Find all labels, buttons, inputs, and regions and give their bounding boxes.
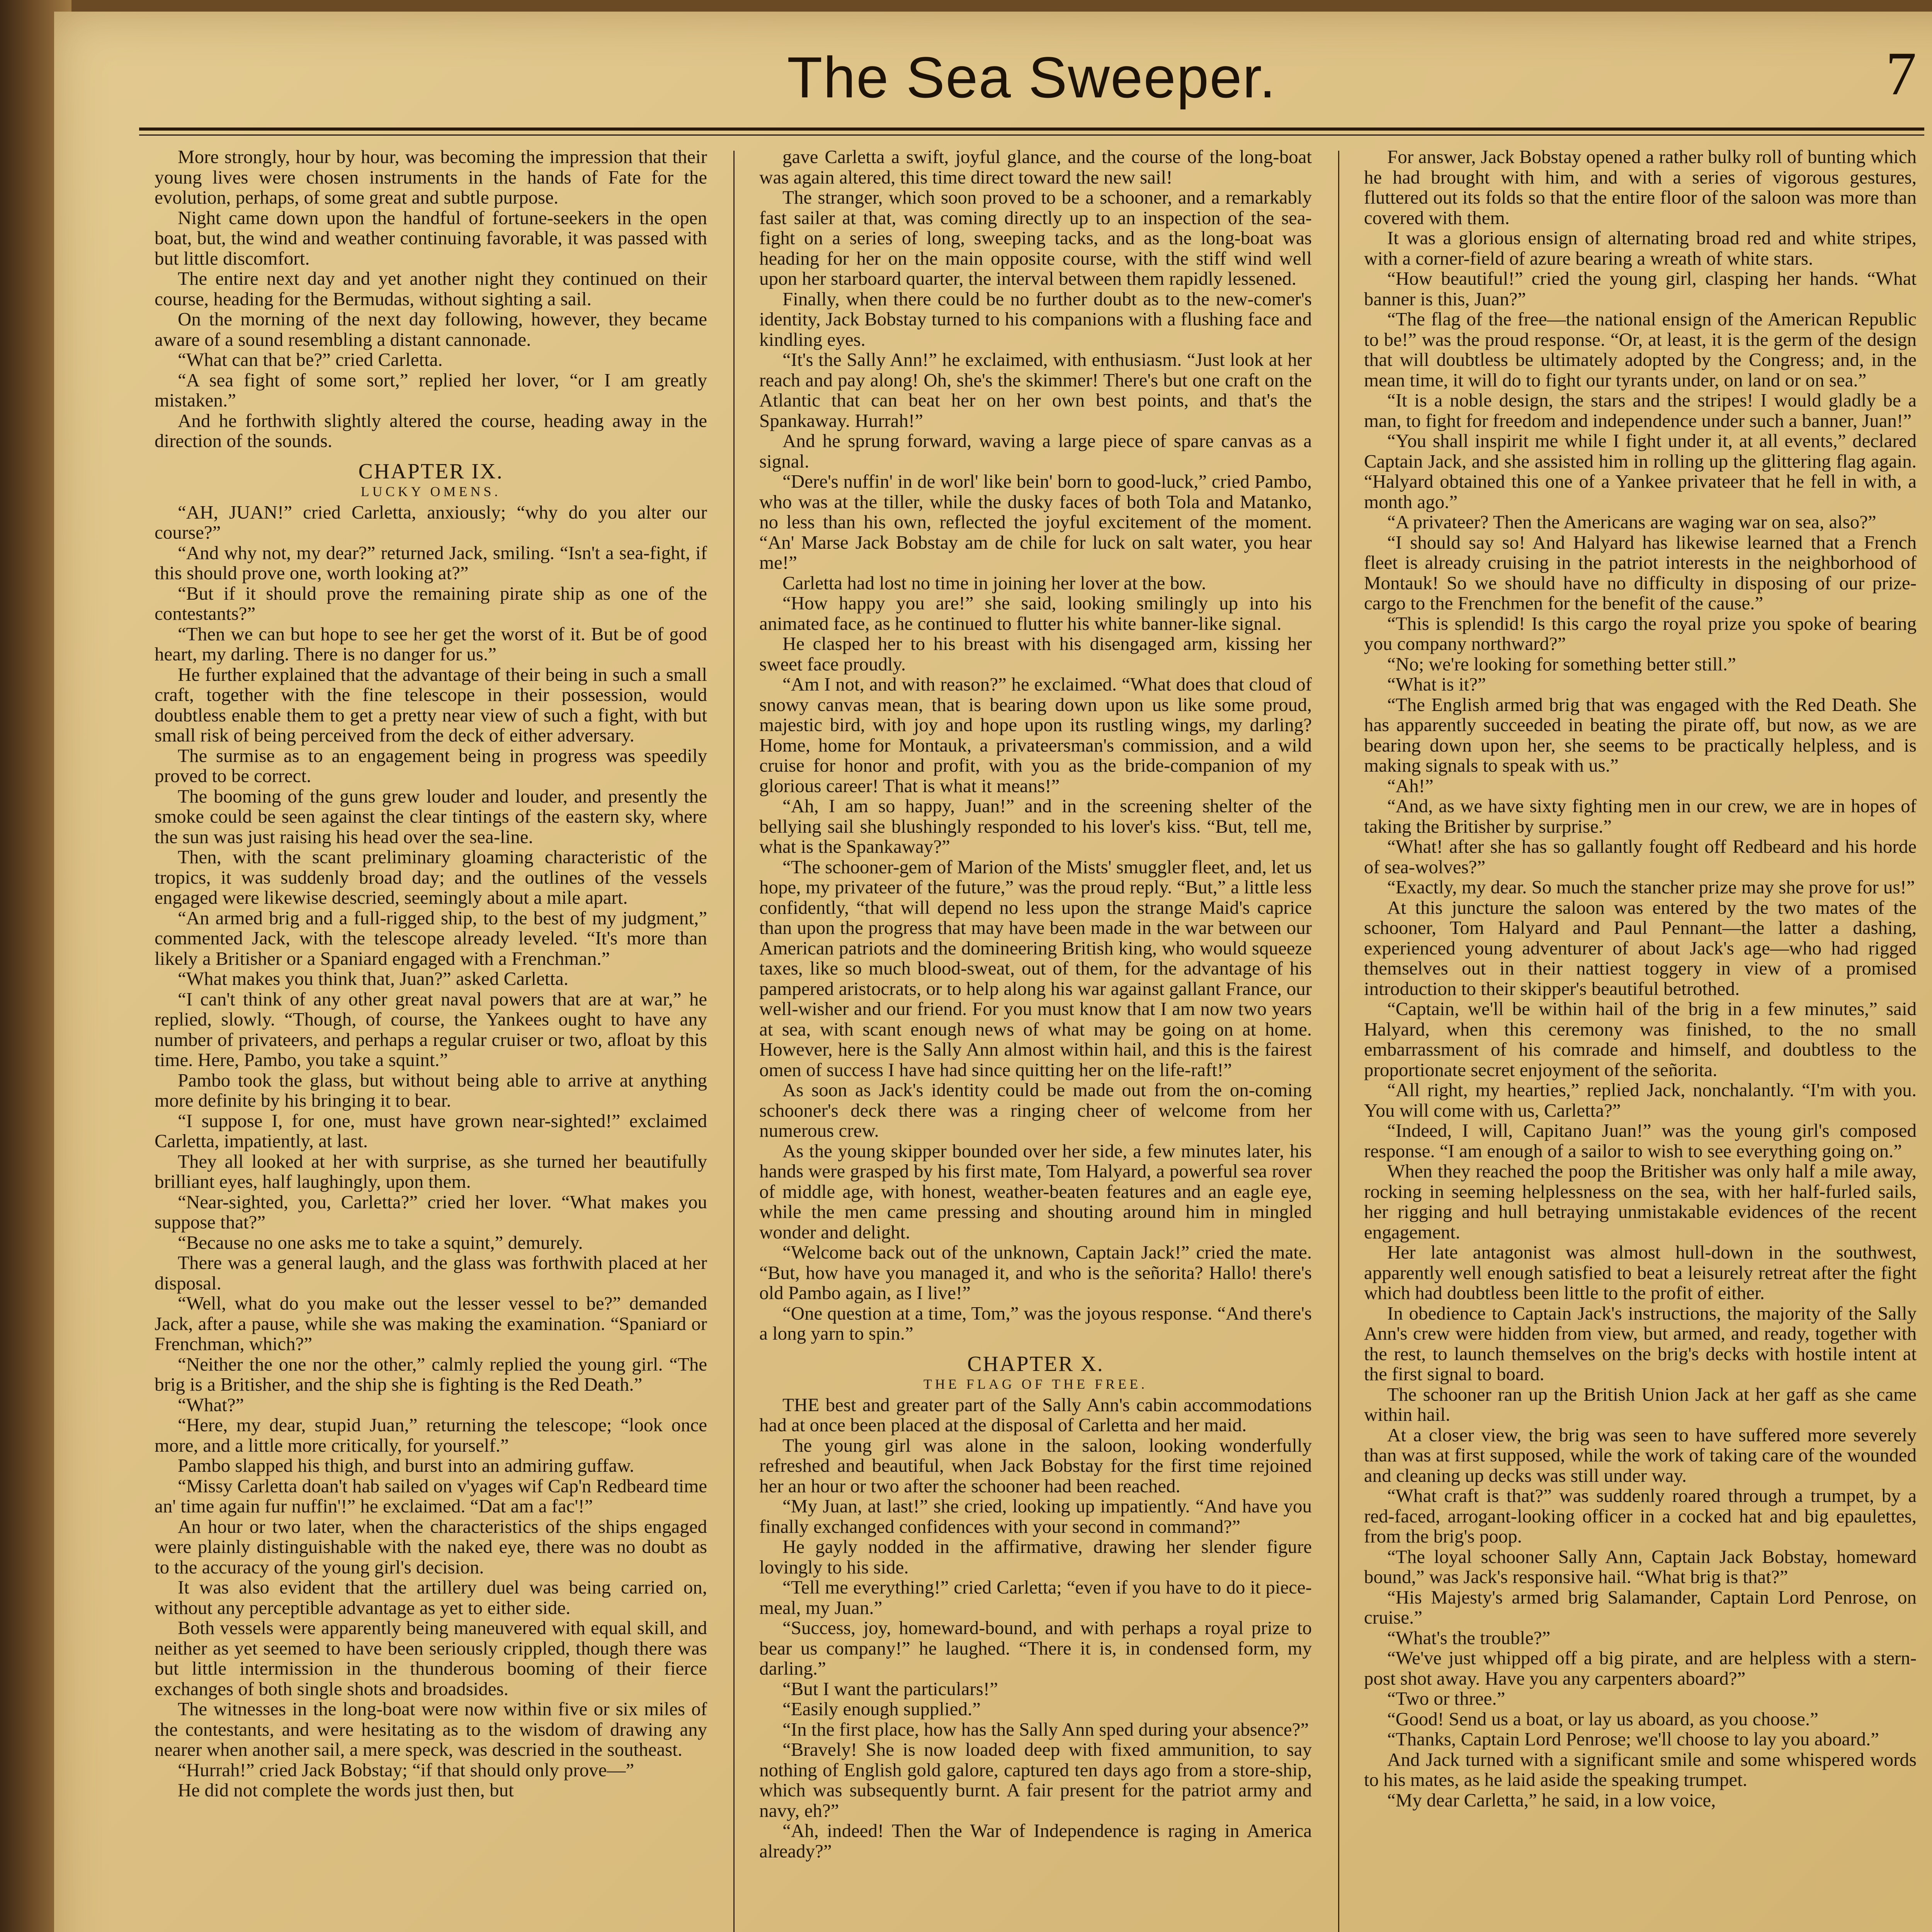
paragraph: “The loyal schooner Sally Ann, Captain Jack Bobstay, homeward bound,” was Jack's responsive hail. “What brig is that?” xyxy=(1364,1546,1917,1587)
paragraph: “Good! Send us a boat, or lay us aboard, as you choose.” xyxy=(1387,1708,1818,1730)
paragraph: “I should say so! And Halyard has likewise learned that a French fleet is already cruising in the patriot interests in the neighborhood of Montauk! So we should have no difficulty in disposing of our prize-cargo to the Frenchmen for the benefit of the cause.” xyxy=(1364,531,1917,614)
paragraph: “But I want the particulars!” xyxy=(782,1678,998,1699)
paragraph: “What can that be?” cried Carletta. xyxy=(178,349,443,370)
paragraph: “Am I not, and with reason?” he exclaimed. “What does that cloud of snowy canvas mean, that is bearing down upon us like some proud, majestic bird, with joy and hope upon its rustling wings, my darling? Home, home for Montauk, a privateersman's commission, and a wild cruise for honor and profit, with you as the bride-companion of my glorious career! That is what it means!” xyxy=(759,673,1312,796)
paragraph: “I can't think of any other great naval powers that are at war,” he replied, slowly. “Though, of course, the Yankees ought to have any number of privateers, and perhaps a regular cruiser or two, afloat by this time. Here, Pambo, you take a squint.” xyxy=(155,988,707,1070)
paragraph: And Jack turned with a significant smile and some whispered words to his mates, as he laid aside the speaking trumpet. xyxy=(1364,1748,1917,1790)
chapter-subtitle: LUCKY OMENS. xyxy=(361,483,501,499)
header-rule xyxy=(139,128,1924,136)
paragraph: “Ah, indeed! Then the War of Independence is raging in America already?” xyxy=(759,1820,1312,1862)
paragraph: An hour or two later, when the characteristics of the ships engaged were plainly distinguishable with the naked eye, there was no doubt as to the accuracy of the young girl's decision. xyxy=(155,1515,707,1578)
paragraph: “What's the trouble?” xyxy=(1387,1627,1551,1648)
paragraph: “Well, what do you make out the lesser vessel to be?” demanded Jack, after a pause, while she was making the examination. “Spaniard or Frenchman, which?” xyxy=(155,1293,707,1354)
paragraph: gave Carletta a swift, joyful glance, and the course of the long-boat was again altered, this time direct toward the new sail! xyxy=(759,147,1312,188)
paragraph: “One question at a time, Tom,” was the joyous response. “And there's a long yarn to spin.” xyxy=(759,1302,1312,1344)
paragraph: “What is it?” xyxy=(1387,673,1486,695)
paragraph: “My dear Carletta,” he said, in a low voice, xyxy=(1387,1789,1716,1811)
chapter-heading: CHAPTER X. xyxy=(967,1352,1104,1376)
paragraph: “And why not, my dear?” returned Jack, smiling. “Isn't a sea-fight, if this should prove one, worth looking at?” xyxy=(155,542,707,583)
paragraph: “His Majesty's armed brig Salamander, Captain Lord Penrose, on cruise.” xyxy=(1364,1586,1917,1628)
paragraph: “Indeed, I will, Capitano Juan!” was the young girl's composed response. “I am enough of a sailor to wish to see everything going on.” xyxy=(1364,1120,1917,1162)
paragraph: “AH, JUAN!” cried Carletta, anxiously; “why do you alter our course?” xyxy=(155,501,707,543)
paragraph: “Captain, we'll be within hail of the brig in a few minutes,” said Halyard, when this ceremony was finished, to the no small embarrassment of his comrade and himself, and doubtless to the proportionate secret enjoyment of the señorita. xyxy=(1364,998,1917,1080)
paragraph: “This is splendid! Is this cargo the royal prize you spoke of bearing you company northward?” xyxy=(1364,612,1917,654)
paragraph: “Missy Carletta doan't hab sailed on v'yages wif Cap'n Redbeard time an' time again fur nuffin'!” he exclaimed. “Dat am a fac'!” xyxy=(155,1475,707,1517)
paragraph: “I suppose I, for one, must have grown near-sighted!” exclaimed Carletta, impatiently, at last. xyxy=(155,1110,707,1151)
paragraph: He gayly nodded in the affirmative, drawing her slender figure lovingly to his side. xyxy=(759,1536,1312,1578)
paragraph: Her late antagonist was almost hull-down in the southwest, apparently well enough satisfied to beat a leisurely retreat after the fight which had doubtless been little to the profit of either. xyxy=(1364,1242,1917,1303)
chapter-heading: CHAPTER IX. xyxy=(358,459,503,483)
paragraph: Both vessels were apparently being maneuvered with equal skill, and neither as yet seemed to have been seriously crippled, though there was but little intermission in the thunderous booming of their fierce exchanges of both single shots and broadsides. xyxy=(155,1617,707,1699)
paragraph: “What?” xyxy=(178,1394,244,1415)
paragraph: They all looked at her with surprise, as she turned her beautifully brilliant eyes, half laughingly, upon them. xyxy=(155,1150,707,1192)
paragraph: The booming of the guns grew louder and louder, and presently the smoke could be seen against the clear tintings of the eastern sky, where the sun was just raising his head over the sea-line. xyxy=(155,785,707,847)
paragraph: He did not complete the words just then, but xyxy=(178,1779,514,1801)
paragraph: “A sea fight of some sort,” replied her lover, “or I am greatly mistaken.” xyxy=(155,369,707,411)
paragraph: More strongly, hour by hour, was becoming the impression that their young lives were chosen instruments in the hands of Fate for the evolution, perhaps, of some great and subtle purpose. xyxy=(155,147,707,208)
column-divider xyxy=(733,151,735,1932)
paragraph: “What makes you think that, Juan?” asked Carletta. xyxy=(178,968,568,989)
paragraph: “Exactly, my dear. So much the stancher prize may she prove for us!” xyxy=(1387,876,1915,898)
paragraph: “Ah, I am so happy, Juan!” and in the screening shelter of the bellying sail she blushingly responded to his lover's kiss. “But, tell me, what is the Spankaway?” xyxy=(759,795,1312,857)
paragraph: “What! after she has so gallantly fought off Redbeard and his horde of sea-wolves?” xyxy=(1364,836,1917,878)
chapter-subtitle: THE FLAG OF THE FREE. xyxy=(923,1376,1148,1392)
paragraph: “Two or three.” xyxy=(1387,1688,1505,1709)
paragraph: It was a glorious ensign of alternating broad red and white stripes, with a corner-field of azure bearing a wreath of white stars. xyxy=(1364,227,1917,269)
paragraph: “How happy you are!” she said, looking smilingly up into his animated face, as he continued to flutter his white banner-like signal. xyxy=(759,592,1312,634)
paragraph: The young girl was alone in the saloon, looking wonderfully refreshed and beautiful, when Jack Bobstay for the first time rejoined her an hour or two after the schooner had been reached. xyxy=(759,1434,1312,1497)
page-title: The Sea Sweeper. xyxy=(787,45,1277,110)
paragraph: “No; we're looking for something better still.” xyxy=(1387,653,1736,675)
paragraph: At a closer view, the brig was seen to have suffered more severely than was at first supposed, while the work of taking care of the wounded and cleaning up decks was still under way. xyxy=(1364,1424,1917,1486)
paragraph: “We've just whipped off a big pirate, and are helpless with a stern-post shot away. Have you any carpenters aboard?” xyxy=(1364,1647,1917,1689)
paragraph: “Neither the one nor the other,” calmly replied the young girl. “The brig is a Britisher, and the ship she is fighting is the Red Death.” xyxy=(155,1353,707,1395)
paragraph: THE best and greater part of the Sally Ann's cabin accommodations had at once been placed at the disposal of Carletta and her maid. xyxy=(759,1394,1312,1435)
paragraph: “Bravely! She is now loaded deep with fixed ammunition, to say nothing of English gold galore, captured ten days ago from a store-ship, which was subsequently burnt. A fair present for the patriot army and navy, eh?” xyxy=(759,1739,1312,1821)
column-divider xyxy=(1338,151,1339,1932)
paragraph: “Here, my dear, stupid Juan,” returning the telescope; “look once more, and a little more critically, for yourself.” xyxy=(155,1414,707,1456)
paragraph: The witnesses in the long-boat were now within five or six miles of the contestants, and were hesitating as to the wisdom of drawing any nearer when another sail, a mere speck, was descried in the southeast. xyxy=(155,1698,707,1760)
paragraph: “Tell me everything!” cried Carletta; “even if you have to do it piece-meal, my Juan.” xyxy=(759,1577,1312,1618)
paragraph: “And, as we have sixty fighting men in our crew, we are in hopes of taking the Britisher by surprise.” xyxy=(1364,795,1917,837)
paragraph: At this juncture the saloon was entered by the two mates of the schooner, Tom Halyard and Paul Pennant—the latter a dashing, experienced young adventurer of about Jack's age—who had rigged themselves out in their nattiest toggery in view of a promised introduction to their skipper's beautiful betrothed. xyxy=(1364,896,1917,999)
paragraph: “Thanks, Captain Lord Penrose; we'll choose to lay you aboard.” xyxy=(1387,1728,1879,1750)
column-1 xyxy=(155,147,707,1932)
paragraph: “A privateer? Then the Americans are waging war on sea, also?” xyxy=(1387,511,1876,532)
paragraph: The surmise as to an engagement being in progress was speedily proved to be correct. xyxy=(155,745,707,786)
paragraph: “The schooner-gem of Marion of the Mists' smuggler fleet, and, let us hope, my privateer of the future,” was the proud reply. “But,” a little less confidently, “that will depend no less upon the strange Maid's caprice than upon the progress that may have been made in the war between our American patriots and the domineering British king, who would squeeze taxes, like so much blood-sweat, out of them, for the advantage of his pampered aristocrats, or to help along his war against gallant France, our well-wisher and our friend. For you must know that I am now two years at sea, with scant enough news of what may be going on at home. However, here is the Sally Ann almost within hail, and this is the fairest omen of success I have had since quitting her on the life-raft!” xyxy=(759,856,1312,1080)
paragraph: “You shall inspirit me while I fight under it, at all events,” declared Captain Jack, and she assisted him in rolling up the glittering flag again. “Halyard obtained this one of a Yankee privateer that he fell in with, a month ago.” xyxy=(1364,430,1917,512)
paragraph: Pambo slapped his thigh, and burst into an admiring guffaw. xyxy=(178,1455,634,1476)
paragraph: The entire next day and yet another night they continued on their course, heading for the Bermudas, without sighting a sail. xyxy=(155,268,707,310)
paragraph: “Near-sighted, you, Carletta?” cried her lover. “What makes you suppose that?” xyxy=(155,1191,707,1233)
paragraph: “But if it should prove the remaining pirate ship as one of the contestants?” xyxy=(155,582,707,624)
paragraph: “Then we can but hope to see her get the worst of it. But be of good heart, my darling. There is no danger for us.” xyxy=(155,623,707,665)
paragraph: “Ah!” xyxy=(1387,775,1434,796)
paragraph: “The flag of the free—the national ensign of the American Republic to be!” was the proud response. “Or, at least, it is the germ of the design that will doubtless be ultimately adopted by the Congress; and, in the mean time, it will do to fight our tyrants under, on land or on sea.” xyxy=(1364,308,1917,391)
paragraph: For answer, Jack Bobstay opened a rather bulky roll of bunting which he had brought with him, and with a series of vigorous gestures, fluttered out its folds so that the entire floor of the saloon was more than covered with them. xyxy=(1364,147,1917,228)
paragraph: “The English armed brig that was engaged with the Red Death. She has apparently succeeded in beating the pirate off, but now, as we are bearing down upon her, she seems to be practically helpless, and is making signals to speak with us.” xyxy=(1364,694,1917,776)
paragraph: He further explained that the advantage of their being in such a small craft, together with the fine telescope in their possession, would doubtless enable them to get a pretty near view of such a fight, with but small risk of being perceived from the deck of either adversary. xyxy=(155,663,707,746)
paragraph: In obedience to Captain Jack's instructions, the majority of the Sally Ann's crew were hidden from view, but armed, and ready, together with the rest, to launch themselves on the brig's decks with hostile intent at the first signal to board. xyxy=(1364,1302,1917,1384)
paragraph: It was also evident that the artillery duel was being carried on, without any perceptible advantage as yet to either side. xyxy=(155,1577,707,1618)
paragraph: As the young skipper bounded over her side, a few minutes later, his hands were grasped by his first mate, Tom Halyard, a powerful sea rover of middle age, with honest, weather-beaten features and an eagle eye, while the men came pressing and shouting around him in mingled wonder and delight. xyxy=(759,1140,1312,1243)
paragraph: “It is a noble design, the stars and the stripes! I would gladly be a man, to fight for freedom and independence under such a banner, Juan!” xyxy=(1364,389,1917,431)
paragraph: And he forthwith slightly altered the course, heading away in the direction of the sounds. xyxy=(155,410,707,451)
paragraph: As soon as Jack's identity could be made out from the on-coming schooner's deck there was a ringing cheer of welcome from her numerous crew. xyxy=(759,1079,1312,1141)
paragraph: When they reached the poop the Britisher was only half a mile away, rocking in seeming helplessness on the sea, with her half-furled sails, her rigging and hull betraying unmistakable evidences of the recent engagement. xyxy=(1364,1160,1917,1243)
paragraph: “Success, joy, homeward-bound, and with perhaps a royal prize to bear us company!” he laughed. “There it is, in condensed form, my darling.” xyxy=(759,1617,1312,1679)
paragraph: Then, with the scant preliminary gloaming characteristic of the tropics, it was suddenly broad day; and the outlines of the vessels engaged were likewise descried, seemingly about a mile apart. xyxy=(155,846,707,908)
paragraph: There was a general laugh, and the glass was forthwith placed at her disposal. xyxy=(155,1252,707,1294)
paragraph: The schooner ran up the British Union Jack at her gaff as she came within hail. xyxy=(1364,1383,1917,1425)
paragraph: “Dere's nuffin' in de worl' like bein' born to good-luck,” cried Pambo, who was at the tiller, while the dusky faces of both Tola and Matanko, no less than his own, reflected the joyful excitement of the moment. “An' Marse Jack Bobstay am de chile for luck on salt water, you hear me!” xyxy=(759,471,1312,573)
paragraph: “Welcome back out of the unknown, Captain Jack!” cried the mate. “But, how have you managed it, and who is the señorita? Hallo! there's old Pambo again, as I live!” xyxy=(759,1242,1312,1303)
paragraph: “My Juan, at last!” she cried, looking up impatiently. “And have you finally exchanged confidences with your second in command?” xyxy=(759,1495,1312,1537)
paragraph: “Hurrah!” cried Jack Bobstay; “if that should only prove—” xyxy=(178,1759,634,1781)
paragraph: He clasped her to his breast with his disengaged arm, kissing her sweet face proudly. xyxy=(759,633,1312,675)
paragraph: Finally, when there could be no further doubt as to the new-comer's identity, Jack Bobstay turned to his companions with a flushing face and kindling eyes. xyxy=(759,288,1312,350)
paragraph: “What craft is that?” was suddenly roared through a trumpet, by a red-faced, arrogant-looking officer in a cocked hat and big epaulettes, from the brig's poop. xyxy=(1364,1485,1917,1547)
paragraph: “Because no one asks me to take a squint,” demurely. xyxy=(178,1231,583,1253)
paragraph: “Easily enough supplied.” xyxy=(782,1698,981,1719)
paragraph: “All right, my hearties,” replied Jack, nonchalantly. “I'm with you. You will come with us, Carletta?” xyxy=(1364,1079,1917,1121)
paragraph: “An armed brig and a full-rigged ship, to the best of my judgment,” commented Jack, with the telescope already leveled. “It's more than likely a Britisher or a Spaniard engaged with a Frenchman.” xyxy=(155,907,707,969)
paragraph: Carletta had lost no time in joining her lover at the bow. xyxy=(782,572,1206,594)
paragraph: And he sprung forward, waving a large piece of spare canvas as a signal. xyxy=(759,430,1312,472)
paragraph: Pambo took the glass, but without being able to arrive at anything more definite by his bringing it to bear. xyxy=(155,1069,707,1111)
running-head xyxy=(139,31,1924,147)
paragraph: On the morning of the next day following, however, they became aware of a sound resembling a distant cannonade. xyxy=(155,308,707,350)
paragraph: Night came down upon the handful of fortune-seekers in the open boat, but, the wind and weather continuing favorable, it was passed with but little discomfort. xyxy=(155,207,707,269)
paragraph: “In the first place, how has the Sally Ann sped during your absence?” xyxy=(782,1718,1309,1740)
column-3 xyxy=(1364,147,1917,1932)
paragraph: “It's the Sally Ann!” he exclaimed, with enthusiasm. “Just look at her reach and pay along! Oh, she's the skimmer! There's but one craft on the Atlantic that can beat her on her own best points, and that's the Spankaway. Hurrah!” xyxy=(759,349,1312,431)
page-number: 7 xyxy=(1886,39,1917,108)
paragraph: The stranger, which soon proved to be a schooner, and a remarkably fast sailer at that, was coming directly up to an inspection of the sea-fight on a series of long, sweeping tacks, and as the long-boat was heading for her on the main opposite course, with the stiff wind well upon her starboard quarter, the interval between them rapidly lessened. xyxy=(759,187,1312,289)
paragraph: “How beautiful!” cried the young girl, clasping her hands. “What banner is this, Juan?” xyxy=(1364,268,1917,310)
text-columns xyxy=(155,147,1917,1932)
column-2 xyxy=(759,147,1312,1932)
